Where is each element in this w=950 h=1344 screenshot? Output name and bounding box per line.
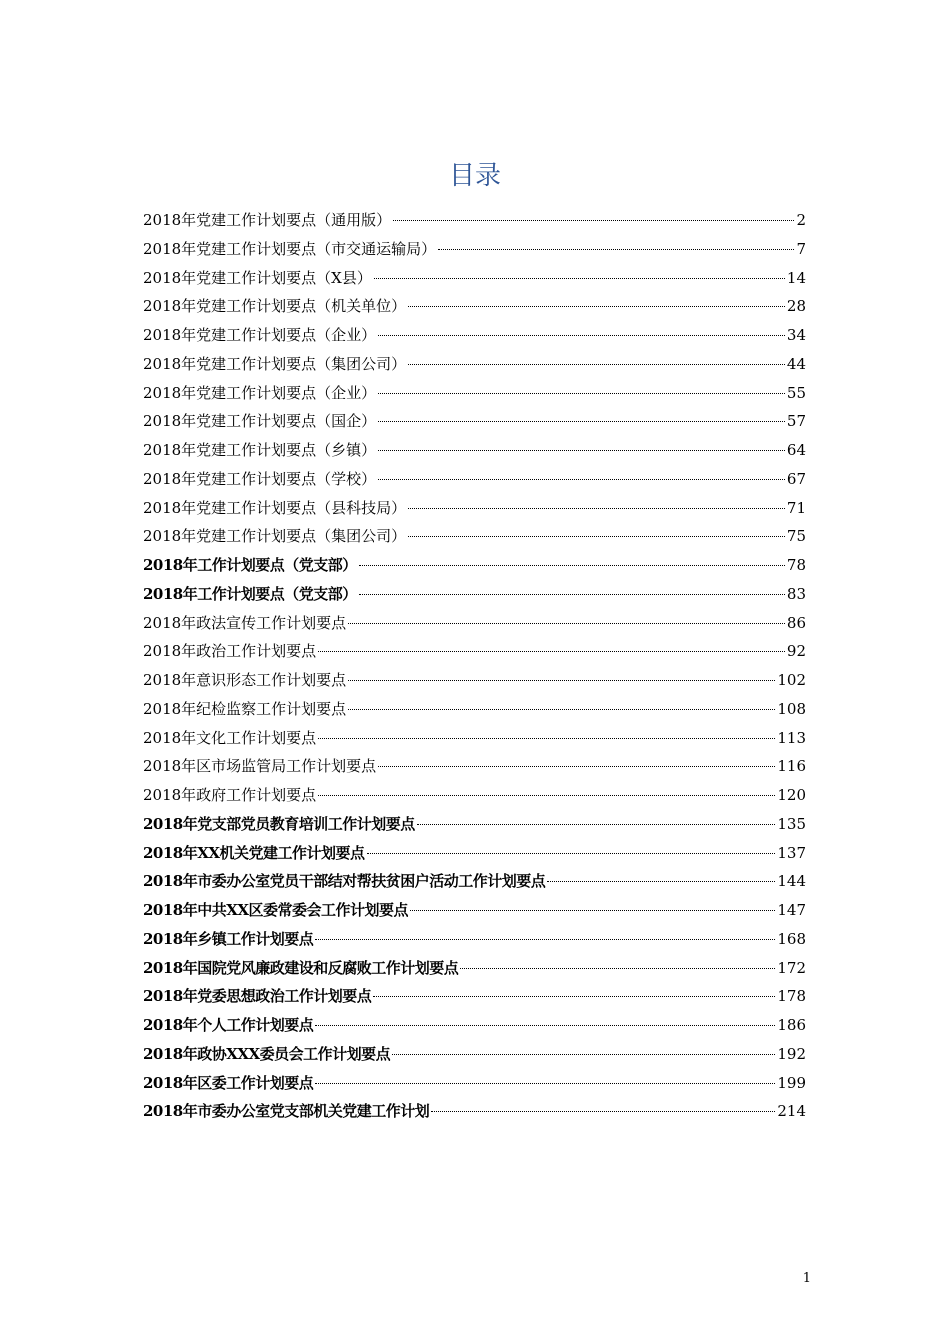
toc-entry-title[interactable]: 2018年政协XXX委员会工作计划要点 [143,1044,391,1063]
dot-leader [315,1083,775,1084]
toc-entry-page-number[interactable]: 102 [777,671,806,689]
toc-entry-page-number[interactable]: 120 [777,786,806,804]
dot-leader [408,364,785,365]
dot-leader [378,393,785,394]
toc-entry-title[interactable]: 2018年党建工作计划要点（学校） [143,469,377,488]
toc-entry-page-number[interactable]: 116 [777,757,806,776]
toc-entry-title[interactable]: 2018年党建工作计划要点（县科技局） [143,498,407,517]
dot-leader [392,1054,775,1055]
toc-entry[interactable] [143,925,806,954]
toc-entry-title[interactable]: 2018年国院党风廉政建设和反腐败工作计划要点 [143,958,459,977]
toc-entry[interactable] [143,867,806,896]
toc-entry-title[interactable]: 2018年党委思想政治工作计划要点 [143,987,372,1006]
toc-entry[interactable] [143,752,806,781]
toc-entry[interactable] [143,494,806,523]
toc-entry-title[interactable]: 2018年党建工作计划要点（通用版） [143,211,392,229]
toc-entry-title[interactable]: 2018年区市场监管局工作计划要点 [143,757,377,776]
dot-leader [373,996,775,997]
dot-leader [348,680,775,681]
dot-leader [374,278,785,279]
toc-entry-title[interactable]: 2018年党建工作计划要点（集团公司） [143,354,407,373]
dot-leader [348,709,775,710]
toc-entry-title[interactable]: 2018年纪检监察工作计划要点 [143,699,347,718]
toc-entry[interactable] [143,436,806,465]
toc-entry[interactable] [143,350,806,379]
toc-entry[interactable] [143,637,806,666]
toc-entry[interactable] [143,609,806,638]
dot-leader [378,421,785,422]
dot-leader [367,853,776,854]
toc-entry-page-number[interactable]: 147 [777,901,806,919]
toc-entry[interactable] [143,896,806,925]
toc-entry-title[interactable]: 2018年党建工作计划要点（乡镇） [143,441,377,459]
toc-entry[interactable] [143,954,806,983]
toc-entry-page-number[interactable]: 78 [786,556,806,574]
toc-entry[interactable] [143,695,806,724]
toc-entry-title[interactable]: 2018年文化工作计划要点 [143,728,317,747]
toc-entry-title[interactable]: 2018年XX机关党建工作计划要点 [143,843,365,862]
toc-entry-title[interactable]: 2018年党建工作计划要点（国企） [143,412,377,431]
toc-entry[interactable] [143,839,806,868]
dot-leader [408,508,785,509]
toc-entry-page-number[interactable]: 199 [777,1073,806,1092]
toc-entry-title[interactable]: 2018年市委办公室党员干部结对帮扶贫困户活动工作计划要点 [143,872,546,891]
toc-entry[interactable] [143,292,806,321]
toc-entry-page-number[interactable]: 57 [786,412,806,431]
toc-entry-page-number[interactable]: 14 [786,268,806,287]
dot-leader [318,738,775,739]
toc-entry[interactable] [143,1069,806,1098]
toc-entry-page-number[interactable]: 137 [777,843,806,862]
dot-leader [547,881,775,882]
toc-entry[interactable] [143,264,806,293]
toc-list [143,206,806,1126]
toc-entry-page-number[interactable]: 168 [777,929,806,948]
dot-leader [431,1111,775,1112]
dot-leader [438,249,794,250]
dot-leader [359,594,785,595]
dot-leader [378,766,775,767]
toc-entry-title[interactable]: 2018年党支部党员教育培训工作计划要点 [143,814,415,833]
toc-entry-page-number[interactable]: 55 [786,383,806,402]
toc-entry-title[interactable]: 2018年政府工作计划要点 [143,786,317,804]
toc-entry-title[interactable]: 2018年乡镇工作计划要点 [143,929,314,948]
toc-entry[interactable] [143,551,806,580]
toc-entry[interactable] [143,1040,806,1069]
dot-leader [359,565,785,566]
dot-leader [315,939,775,940]
toc-entry-title[interactable]: 2018年个人工作计划要点 [143,1016,314,1034]
toc-entry[interactable] [143,465,806,494]
dot-leader [410,910,775,911]
toc-entry[interactable] [143,379,806,408]
dot-leader [460,968,775,969]
toc-entry-title[interactable]: 2018年党建工作计划要点（集团公司） [143,527,407,546]
toc-entry-page-number[interactable]: 75 [786,527,806,546]
toc-entry[interactable] [143,235,806,264]
dot-leader [393,220,794,221]
toc-entry-title[interactable]: 2018年市委办公室党支部机关党建工作计划 [143,1102,430,1121]
toc-entry-page-number[interactable]: 108 [777,699,806,718]
dot-leader [315,1025,775,1026]
dot-leader [408,306,785,307]
toc-entry-page-number[interactable]: 71 [786,498,806,517]
toc-entry[interactable] [143,810,806,839]
toc-entry[interactable] [143,1011,806,1040]
toc-entry-page-number[interactable]: 44 [786,354,806,373]
toc-entry[interactable] [143,580,806,609]
toc-entry-page-number[interactable]: 92 [786,642,806,661]
toc-entry-title[interactable]: 2018年工作计划要点（党支部） [143,584,357,603]
dot-leader [378,450,785,451]
dot-leader [417,824,776,825]
toc-entry[interactable] [143,982,806,1011]
toc-entry-page-number[interactable]: 178 [777,987,806,1006]
toc-entry-page-number[interactable]: 214 [777,1102,806,1121]
dot-leader [318,651,785,652]
toc-entry-title[interactable]: 2018年意识形态工作计划要点 [143,671,347,689]
toc-entry[interactable] [143,522,806,551]
toc-title: 目录 [448,161,501,191]
toc-entry-title[interactable]: 2018年党建工作计划要点（企业） [143,383,377,402]
toc-entry-page-number[interactable]: 64 [786,441,806,459]
toc-entry-title[interactable]: 2018年政治工作计划要点 [143,642,317,661]
toc-entry-page-number[interactable]: 86 [786,613,806,632]
toc-entry-title[interactable]: 2018年党建工作计划要点（机关单位） [143,297,407,316]
dot-leader [318,795,775,796]
dot-leader [408,536,785,537]
toc-entry[interactable] [143,321,806,350]
toc-entry-page-number[interactable]: 192 [777,1044,806,1063]
toc-entry[interactable] [143,781,806,810]
toc-entry[interactable] [143,206,806,235]
toc-entry-title[interactable]: 2018年党建工作计划要点（企业） [143,326,377,344]
toc-entry-page-number[interactable]: 172 [777,958,806,977]
page-number: 1 [802,1271,811,1286]
toc-entry-title[interactable]: 2018年政法宣传工作计划要点 [143,613,347,632]
dot-leader [378,335,785,336]
toc-entry-title[interactable]: 2018年工作计划要点（党支部） [143,556,357,574]
toc-entry-page-number[interactable]: 83 [786,584,806,603]
toc-entry-page-number[interactable]: 34 [786,326,806,344]
toc-entry[interactable] [143,666,806,695]
toc-entry-title[interactable]: 2018年中共XX区委常委会工作计划要点 [143,901,409,919]
toc-entry-page-number[interactable]: 186 [777,1016,806,1034]
toc-entry-title[interactable]: 2018年党建工作计划要点（市交通运输局） [143,239,437,258]
dot-leader [348,623,785,624]
toc-entry-page-number[interactable]: 28 [786,297,806,316]
toc-entry-page-number[interactable]: 135 [777,814,806,833]
toc-entry-page-number[interactable]: 113 [777,728,806,747]
toc-entry-page-number[interactable]: 67 [786,469,806,488]
dot-leader [378,479,785,480]
toc-entry[interactable] [143,407,806,436]
toc-entry-title[interactable]: 2018年党建工作计划要点（X县） [143,268,372,287]
toc-entry[interactable] [143,1097,806,1126]
toc-entry-page-number[interactable]: 144 [777,872,806,891]
toc-entry-page-number[interactable]: 2 [796,211,806,229]
toc-entry[interactable] [143,724,806,753]
toc-entry-page-number[interactable]: 7 [796,239,806,258]
toc-entry-title[interactable]: 2018年区委工作计划要点 [143,1073,314,1092]
